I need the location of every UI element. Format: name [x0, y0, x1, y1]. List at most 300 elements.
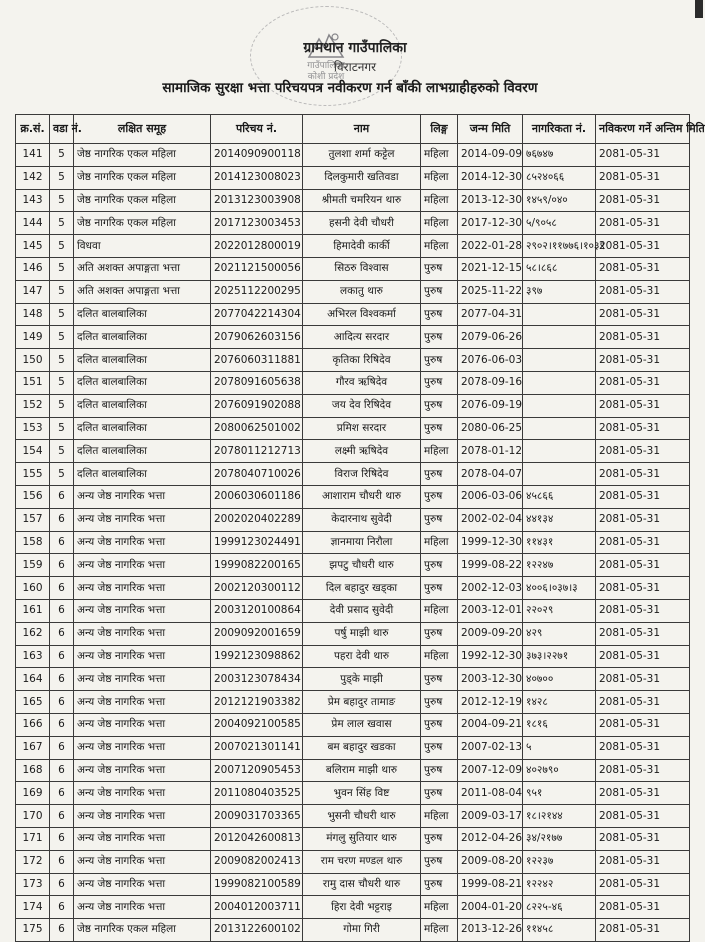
- citizenship-cell: ११४५८: [523, 919, 596, 942]
- target-group-cell: अन्य जेष्ठ नागरिक भत्ता: [74, 485, 211, 508]
- gender-cell: पुरुष: [421, 394, 458, 417]
- table-row: [16, 736, 690, 759]
- ward-cell: 5: [50, 189, 74, 212]
- table-row: [16, 919, 690, 942]
- serial-cell: 164: [16, 668, 50, 691]
- target-group-cell: दलित बालबालिका: [74, 394, 211, 417]
- citizenship-cell: ३९७: [523, 280, 596, 303]
- dob-cell: 2003-12-30: [458, 668, 523, 691]
- table-row: [16, 212, 690, 235]
- name-cell: पुड्के माझी: [303, 668, 421, 691]
- ward-cell: 6: [50, 896, 74, 919]
- id-number-cell: 1999082200165: [211, 554, 303, 577]
- table-row: [16, 144, 690, 167]
- dob-cell: 2011-08-04: [458, 782, 523, 805]
- serial-cell: 171: [16, 827, 50, 850]
- name-cell: भुवन सिंह विष्ट: [303, 782, 421, 805]
- ward-cell: 5: [50, 463, 74, 486]
- ward-cell: 6: [50, 622, 74, 645]
- target-group-cell: दलित बालबालिका: [74, 463, 211, 486]
- id-number-cell: 2078011212713: [211, 440, 303, 463]
- renewal-date-cell: 2081-05-31: [596, 713, 690, 736]
- gender-cell: पुरुष: [421, 691, 458, 714]
- id-number-cell: 1992123098862: [211, 645, 303, 668]
- id-number-cell: 2009092001659: [211, 622, 303, 645]
- dob-cell: 2077-04-31: [458, 303, 523, 326]
- id-number-cell: 1999123024491: [211, 531, 303, 554]
- table-row: [16, 668, 690, 691]
- name-cell: रामु दास चौधरी थारु: [303, 873, 421, 896]
- id-number-cell: 2077042214304: [211, 303, 303, 326]
- ward-cell: 5: [50, 235, 74, 258]
- serial-cell: 173: [16, 873, 50, 896]
- dob-cell: 2009-08-20: [458, 850, 523, 873]
- ward-cell: 6: [50, 713, 74, 736]
- dob-cell: 2012-12-19: [458, 691, 523, 714]
- table-row: [16, 622, 690, 645]
- gender-cell: महिला: [421, 144, 458, 167]
- serial-cell: 155: [16, 463, 50, 486]
- table-row: [16, 691, 690, 714]
- id-number-cell: 2011080403525: [211, 782, 303, 805]
- target-group-cell: अन्य जेष्ठ नागरिक भत्ता: [74, 805, 211, 828]
- target-group-cell: दलित बालबालिका: [74, 303, 211, 326]
- dob-cell: 2007-02-13: [458, 736, 523, 759]
- target-group-cell: दलित बालबालिका: [74, 349, 211, 372]
- ward-cell: 6: [50, 508, 74, 531]
- serial-cell: 152: [16, 394, 50, 417]
- table-row: [16, 850, 690, 873]
- renewal-date-cell: 2081-05-31: [596, 850, 690, 873]
- table-row: [16, 782, 690, 805]
- ward-cell: 6: [50, 827, 74, 850]
- table-row: [16, 349, 690, 372]
- name-cell: हिरा देवी भट्टराइ: [303, 896, 421, 919]
- ward-cell: 6: [50, 531, 74, 554]
- id-number-cell: 2004012003711: [211, 896, 303, 919]
- ward-cell: 5: [50, 417, 74, 440]
- target-group-cell: अन्य जेष्ठ नागरिक भत्ता: [74, 668, 211, 691]
- ward-cell: 6: [50, 485, 74, 508]
- renewal-date-cell: 2081-05-31: [596, 303, 690, 326]
- citizenship-cell: [523, 417, 596, 440]
- id-number-cell: 2025112200295: [211, 280, 303, 303]
- id-number-cell: 2013122600102: [211, 919, 303, 942]
- name-cell: कृतिका रिषिदेव: [303, 349, 421, 372]
- id-number-cell: 2021121500056: [211, 257, 303, 280]
- citizenship-cell: [523, 394, 596, 417]
- gender-cell: पुरुष: [421, 326, 458, 349]
- serial-cell: 159: [16, 554, 50, 577]
- ward-cell: 6: [50, 577, 74, 600]
- gender-cell: पुरुष: [421, 463, 458, 486]
- gender-header: लिङ्ग: [421, 115, 458, 144]
- ward-cell: 6: [50, 691, 74, 714]
- dob-cell: 2025-11-22: [458, 280, 523, 303]
- table-row: [16, 645, 690, 668]
- document-title: सामाजिक सुरक्षा भत्ता परिचयपत्र नवीकरण गर्न बाँकी लाभग्राहीहरुको विवरण: [162, 80, 538, 96]
- renewal-date-cell: 2081-05-31: [596, 166, 690, 189]
- name-cell: तुलशा शर्मा कट्टेल: [303, 144, 421, 167]
- renewal-date-cell: 2081-05-31: [596, 554, 690, 577]
- table-row: [16, 417, 690, 440]
- table-row: [16, 827, 690, 850]
- renewal-date-cell: 2081-05-31: [596, 349, 690, 372]
- renewal-date-cell: 2081-05-31: [596, 280, 690, 303]
- renewal-date-cell: 2081-05-31: [596, 577, 690, 600]
- target-group-cell: अन्य जेष्ठ नागरिक भत्ता: [74, 850, 211, 873]
- gender-cell: महिला: [421, 212, 458, 235]
- name-cell: झपटु चौधरी थारु: [303, 554, 421, 577]
- serial-cell: 168: [16, 759, 50, 782]
- gender-cell: पुरुष: [421, 303, 458, 326]
- renewal-date-cell: 2081-05-31: [596, 235, 690, 258]
- id-number-cell: 2078091605638: [211, 371, 303, 394]
- serial-cell: 161: [16, 599, 50, 622]
- target-group-cell: अन्य जेष्ठ नागरिक भत्ता: [74, 827, 211, 850]
- citizenship-cell: ५/९०५८: [523, 212, 596, 235]
- gender-cell: पुरुष: [421, 577, 458, 600]
- name-header: नाम: [303, 115, 421, 144]
- renewal-date-cell: 2081-05-31: [596, 668, 690, 691]
- citizenship-cell: १२२३७: [523, 850, 596, 873]
- serial-cell: 158: [16, 531, 50, 554]
- name-cell: आदित्य सरदार: [303, 326, 421, 349]
- ward-cell: 6: [50, 919, 74, 942]
- name-cell: जय देव रिषिदेव: [303, 394, 421, 417]
- table-row: [16, 554, 690, 577]
- target-group-cell: अन्य जेष्ठ नागरिक भत्ता: [74, 554, 211, 577]
- renewal-date-cell: 2081-05-31: [596, 212, 690, 235]
- org-name: ग्रामथान गाउँपालिका: [303, 40, 407, 56]
- dob-cell: 2004-01-20: [458, 896, 523, 919]
- ward-cell: 6: [50, 554, 74, 577]
- table-row: [16, 280, 690, 303]
- ward-cell: 5: [50, 326, 74, 349]
- target-group-cell: जेष्ठ नागरिक एकल महिला: [74, 212, 211, 235]
- gender-cell: महिला: [421, 531, 458, 554]
- target-group-header: लक्षित समूह: [74, 115, 211, 144]
- table-row: [16, 394, 690, 417]
- gender-cell: पुरुष: [421, 257, 458, 280]
- table-row: [16, 463, 690, 486]
- ward-cell: 6: [50, 599, 74, 622]
- citizenship-header: नागरिकता नं.: [523, 115, 596, 144]
- serial-cell: 170: [16, 805, 50, 828]
- renewal-date-cell: 2081-05-31: [596, 782, 690, 805]
- citizenship-cell: १८१६: [523, 713, 596, 736]
- table-row: [16, 303, 690, 326]
- renewal-date-cell: 2081-05-31: [596, 485, 690, 508]
- serial-cell: 153: [16, 417, 50, 440]
- gender-cell: पुरुष: [421, 668, 458, 691]
- id-number-cell: 2003120100864: [211, 599, 303, 622]
- target-group-cell: अन्य जेष्ठ नागरिक भत्ता: [74, 577, 211, 600]
- gender-cell: पुरुष: [421, 827, 458, 850]
- citizenship-cell: [523, 440, 596, 463]
- target-group-cell: अति अशक्त अपाङ्गता भत्ता: [74, 257, 211, 280]
- table-row: [16, 326, 690, 349]
- ward-cell: 5: [50, 440, 74, 463]
- target-group-cell: जेष्ठ नागरिक एकल महिला: [74, 189, 211, 212]
- gender-cell: महिला: [421, 440, 458, 463]
- citizenship-cell: ८२२५-४६: [523, 896, 596, 919]
- ward-cell: 6: [50, 873, 74, 896]
- dob-cell: 2080-06-25: [458, 417, 523, 440]
- gender-cell: महिला: [421, 896, 458, 919]
- serial-cell: 154: [16, 440, 50, 463]
- name-cell: राम चरण मण्डल थारु: [303, 850, 421, 873]
- citizenship-cell: ७६७४७: [523, 144, 596, 167]
- serial-header: क्र.सं.: [16, 115, 50, 144]
- target-group-cell: अन्य जेष्ठ नागरिक भत्ता: [74, 782, 211, 805]
- renewal-date-cell: 2081-05-31: [596, 691, 690, 714]
- citizenship-cell: ५: [523, 736, 596, 759]
- target-group-cell: अन्य जेष्ठ नागरिक भत्ता: [74, 622, 211, 645]
- renewal-date-cell: 2081-05-31: [596, 827, 690, 850]
- serial-cell: 145: [16, 235, 50, 258]
- table-row: [16, 577, 690, 600]
- id-number-cell: 2009031703365: [211, 805, 303, 828]
- id-number-cell: 2002120300112: [211, 577, 303, 600]
- renewal-date-cell: 2081-05-31: [596, 873, 690, 896]
- ward-cell: 5: [50, 303, 74, 326]
- dob-cell: 2076-06-03: [458, 349, 523, 372]
- target-group-cell: दलित बालबालिका: [74, 326, 211, 349]
- ward-cell: 6: [50, 805, 74, 828]
- name-cell: पहरा देवी थारु: [303, 645, 421, 668]
- renewal-date-cell: 2081-05-31: [596, 919, 690, 942]
- id-number-cell: 2076091902088: [211, 394, 303, 417]
- renewal-date-cell: 2081-05-31: [596, 736, 690, 759]
- target-group-cell: अन्य जेष्ठ नागरिक भत्ता: [74, 896, 211, 919]
- serial-cell: 156: [16, 485, 50, 508]
- serial-cell: 144: [16, 212, 50, 235]
- citizenship-cell: ४०७००: [523, 668, 596, 691]
- ward-cell: 5: [50, 280, 74, 303]
- ward-cell: 5: [50, 212, 74, 235]
- serial-cell: 162: [16, 622, 50, 645]
- ward-cell: 5: [50, 166, 74, 189]
- name-cell: ज्ञानमाया निरौला: [303, 531, 421, 554]
- renewal-date-cell: 2081-05-31: [596, 257, 690, 280]
- citizenship-cell: १८।२१४४: [523, 805, 596, 828]
- target-group-cell: अति अशक्त अपाङ्गता भत्ता: [74, 280, 211, 303]
- table-row: [16, 508, 690, 531]
- serial-cell: 151: [16, 371, 50, 394]
- table-row: [16, 485, 690, 508]
- gender-cell: महिला: [421, 166, 458, 189]
- id-number-cell: 2022012800019: [211, 235, 303, 258]
- name-cell: अभिरल विश्वकर्मा: [303, 303, 421, 326]
- gender-cell: महिला: [421, 805, 458, 828]
- name-cell: प्रेम लाल खवास: [303, 713, 421, 736]
- serial-cell: 165: [16, 691, 50, 714]
- citizenship-cell: [523, 349, 596, 372]
- serial-cell: 146: [16, 257, 50, 280]
- renewal-date-cell: 2081-05-31: [596, 622, 690, 645]
- dob-cell: 1992-12-30: [458, 645, 523, 668]
- id-number-cell: 2014090900118: [211, 144, 303, 167]
- serial-cell: 175: [16, 919, 50, 942]
- target-group-cell: अन्य जेष्ठ नागरिक भत्ता: [74, 873, 211, 896]
- table-row: [16, 805, 690, 828]
- gender-cell: पुरुष: [421, 782, 458, 805]
- citizenship-cell: ३४/२१७७: [523, 827, 596, 850]
- dob-cell: 2002-12-03: [458, 577, 523, 600]
- gender-cell: पुरुष: [421, 736, 458, 759]
- ward-cell: 6: [50, 668, 74, 691]
- gender-cell: पुरुष: [421, 850, 458, 873]
- dob-cell: 2006-03-06: [458, 485, 523, 508]
- id-number-cell: 2017123003453: [211, 212, 303, 235]
- target-group-cell: दलित बालबालिका: [74, 417, 211, 440]
- target-group-cell: अन्य जेष्ठ नागरिक भत्ता: [74, 713, 211, 736]
- name-cell: विराज रिषिदेव: [303, 463, 421, 486]
- gender-cell: पुरुष: [421, 873, 458, 896]
- dob-cell: 2009-03-17: [458, 805, 523, 828]
- serial-cell: 167: [16, 736, 50, 759]
- table-header-row: [16, 115, 690, 144]
- gender-cell: पुरुष: [421, 713, 458, 736]
- name-cell: बलिराम माझी थारु: [303, 759, 421, 782]
- serial-cell: 147: [16, 280, 50, 303]
- serial-cell: 148: [16, 303, 50, 326]
- ward-cell: 6: [50, 782, 74, 805]
- renewal-date-cell: 2081-05-31: [596, 440, 690, 463]
- name-cell: दिल बहादुर खड्का: [303, 577, 421, 600]
- serial-cell: 142: [16, 166, 50, 189]
- target-group-cell: जेष्ठ नागरिक एकल महिला: [74, 919, 211, 942]
- dob-cell: 2078-04-07: [458, 463, 523, 486]
- org-subtitle: विराटनगर: [333, 60, 377, 74]
- target-group-cell: अन्य जेष्ठ नागरिक भत्ता: [74, 599, 211, 622]
- table-row: [16, 189, 690, 212]
- id-number-cell: 2078040710026: [211, 463, 303, 486]
- target-group-cell: अन्य जेष्ठ नागरिक भत्ता: [74, 645, 211, 668]
- citizenship-cell: ४२९: [523, 622, 596, 645]
- gender-cell: पुरुष: [421, 280, 458, 303]
- renewal-date-cell: 2081-05-31: [596, 645, 690, 668]
- ward-header: वडा नं.: [50, 115, 74, 144]
- name-cell: बम बहादुर खडका: [303, 736, 421, 759]
- target-group-cell: जेष्ठ नागरिक एकल महिला: [74, 144, 211, 167]
- name-cell: प्रेम बहादुर तामाङ: [303, 691, 421, 714]
- citizenship-cell: ४५८६६: [523, 485, 596, 508]
- target-group-cell: अन्य जेष्ठ नागरिक भत्ता: [74, 531, 211, 554]
- table-body: [16, 144, 690, 942]
- document-header: [0, 0, 703, 115]
- dob-cell: 2017-12-30: [458, 212, 523, 235]
- dob-cell: 2009-09-20: [458, 622, 523, 645]
- id-number-cell: 2003123078434: [211, 668, 303, 691]
- citizenship-cell: २९०२।११७७६।१०३९: [523, 235, 596, 258]
- gender-cell: महिला: [421, 599, 458, 622]
- serial-cell: 166: [16, 713, 50, 736]
- name-cell: आशाराम चौधरी थारु: [303, 485, 421, 508]
- name-cell: हसनी देवी चौधरी: [303, 212, 421, 235]
- citizenship-cell: [523, 371, 596, 394]
- renewal-date-cell: 2081-05-31: [596, 144, 690, 167]
- id-number-cell: 2002020402289: [211, 508, 303, 531]
- ward-cell: 6: [50, 736, 74, 759]
- renewal-date-cell: 2081-05-31: [596, 896, 690, 919]
- renewal-date-cell: 2081-05-31: [596, 805, 690, 828]
- dob-cell: 1999-08-22: [458, 554, 523, 577]
- citizenship-cell: १४५९/०४०: [523, 189, 596, 212]
- renewal-date-cell: 2081-05-31: [596, 417, 690, 440]
- table-row: [16, 873, 690, 896]
- gender-cell: पुरुष: [421, 349, 458, 372]
- citizenship-cell: ४००६।०३७।३: [523, 577, 596, 600]
- name-cell: भुसनी चौधरी थारु: [303, 805, 421, 828]
- table-row: [16, 371, 690, 394]
- dob-cell: 2078-01-12: [458, 440, 523, 463]
- citizenship-cell: १२२४७: [523, 554, 596, 577]
- renewal-date-cell: 2081-05-31: [596, 326, 690, 349]
- ward-cell: 5: [50, 144, 74, 167]
- serial-cell: 150: [16, 349, 50, 372]
- target-group-cell: अन्य जेष्ठ नागरिक भत्ता: [74, 508, 211, 531]
- serial-cell: 149: [16, 326, 50, 349]
- table-row: [16, 440, 690, 463]
- citizenship-cell: ४४१३४: [523, 508, 596, 531]
- id-number-cell: 2076060311881: [211, 349, 303, 372]
- dob-cell: 2014-09-09: [458, 144, 523, 167]
- name-cell: लक्ष्मी ऋषिदेव: [303, 440, 421, 463]
- citizenship-cell: १२२४२: [523, 873, 596, 896]
- renewal-date-cell: 2081-05-31: [596, 189, 690, 212]
- seal-text-top: गाउँपालिका: [307, 61, 345, 71]
- dob-cell: 2013-12-30: [458, 189, 523, 212]
- ward-cell: 6: [50, 759, 74, 782]
- name-cell: केदारनाथ सुवेदी: [303, 508, 421, 531]
- citizenship-cell: [523, 463, 596, 486]
- renewal-date-cell: 2081-05-31: [596, 371, 690, 394]
- citizenship-cell: ९५१: [523, 782, 596, 805]
- table-row: [16, 166, 690, 189]
- gender-cell: पुरुष: [421, 759, 458, 782]
- target-group-cell: जेष्ठ नागरिक एकल महिला: [74, 166, 211, 189]
- target-group-cell: अन्य जेष्ठ नागरिक भत्ता: [74, 759, 211, 782]
- name-cell: गोमा गिरी: [303, 919, 421, 942]
- dob-cell: 2004-09-21: [458, 713, 523, 736]
- beneficiary-table: [15, 114, 705, 942]
- table-row: [16, 531, 690, 554]
- gender-cell: पुरुष: [421, 417, 458, 440]
- gender-cell: महिला: [421, 189, 458, 212]
- gender-cell: पुरुष: [421, 485, 458, 508]
- scan-edge-mark: [695, 0, 703, 18]
- dob-cell: 2014-12-30: [458, 166, 523, 189]
- id-number-cell: 2012042600813: [211, 827, 303, 850]
- ward-cell: 6: [50, 645, 74, 668]
- renewal-date-cell: 2081-05-31: [596, 531, 690, 554]
- serial-cell: 141: [16, 144, 50, 167]
- dob-cell: 2078-09-16: [458, 371, 523, 394]
- citizenship-cell: [523, 303, 596, 326]
- dob-cell: 2021-12-15: [458, 257, 523, 280]
- serial-cell: 160: [16, 577, 50, 600]
- dob-cell: 2079-06-26: [458, 326, 523, 349]
- gender-cell: महिला: [421, 645, 458, 668]
- name-cell: देवी प्रसाद सुवेदी: [303, 599, 421, 622]
- dob-cell: 2076-09-19: [458, 394, 523, 417]
- renewal-date-header: नविकरण गर्ने अन्तिम मिति: [596, 115, 690, 144]
- dob-cell: 2002-02-04: [458, 508, 523, 531]
- id-number-cell: 2013123003908: [211, 189, 303, 212]
- serial-cell: 174: [16, 896, 50, 919]
